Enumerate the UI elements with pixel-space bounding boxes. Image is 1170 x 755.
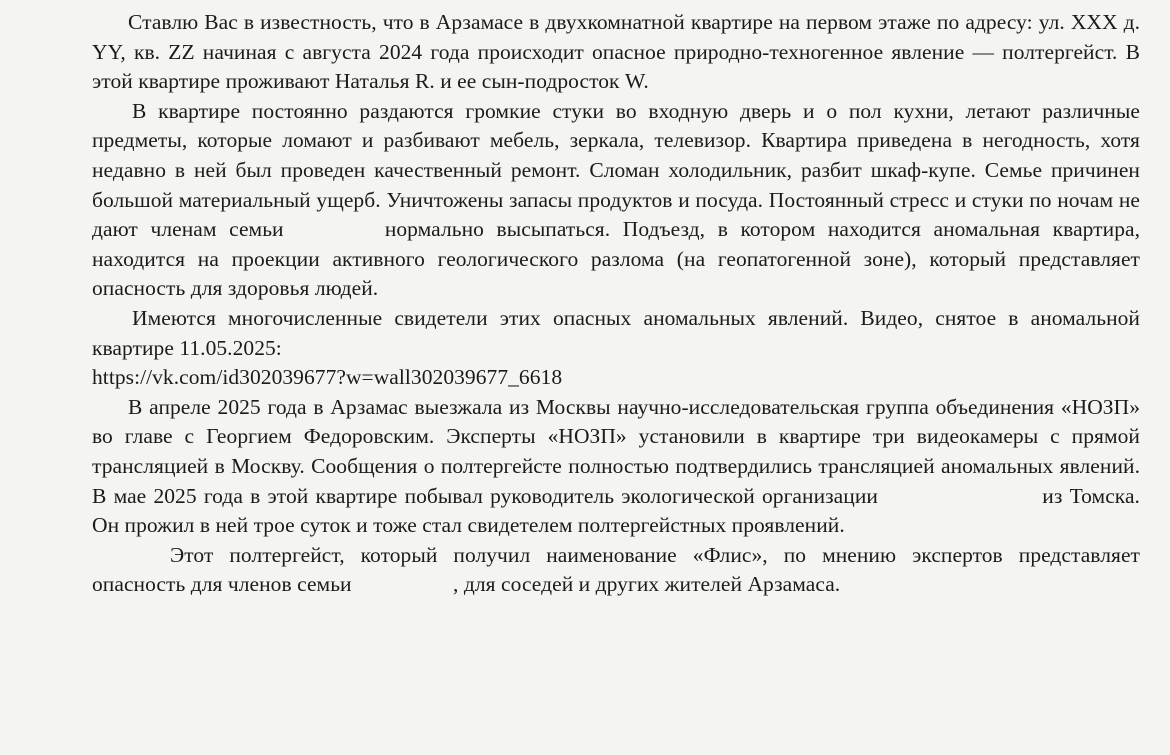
paragraph-5-text-end: , для соседей и других жителей Арзамаса. — [453, 572, 841, 597]
paragraph-5 — [92, 541, 1140, 600]
redacted-name — [296, 220, 372, 238]
video-link[interactable]: https://vk.com/id302039677?w=wall302039677_6618 — [92, 365, 563, 390]
paragraph-4-text-start: В апреле 2025 года в Арзамас выезжала из Москвы научно-исследовательская группа объединения «НОЗП» во главе с Георгием Федоровским. Эксперты «НОЗП» установили в квартире три видеокамеры с прямой трансляцией в Москву. Сообщения о полтергейсте полностью подтвердились трансляцией аномальных явлений. В мае 2025 года в этой квартире побывал руководитель экологической организации — [92, 394, 1140, 508]
paragraph-4-text-end: из Томска. Он прожил в ней трое суток и тоже стал свидетелем полтергейстных проявлений. — [92, 483, 1140, 538]
paragraph-3-text: Имеются многочисленные свидетели этих опасных аномальных явлений. Видео, снятое в аномальной квартире 11.05.2025: — [92, 305, 1140, 360]
paragraph-3 — [92, 304, 1140, 393]
paragraph-5-text-start: Этот полтергейст, который получил наименование «Флис», по мнению экспертов представляет опасность для членов семьи — [92, 542, 1140, 597]
paragraph-1-text: Ставлю Вас в известность, что в Арзамасе в двухкомнатной квартире на первом этаже по адресу: ул. ХХХ д. YY, кв. ZZ начиная с августа 2024 года происходит опасное природно-техногенное явление — полтергейст. В этой квартире проживают Наталья R. и ее сын-подросток W. — [92, 10, 1140, 94]
paragraph-2 — [92, 97, 1140, 304]
redacted-family-name — [357, 575, 453, 593]
redacted-organization — [885, 487, 1035, 505]
paragraph-2-text-end: нормально высыпаться. Подъезд, в котором находится аномальная квартира, находится на проекции активного геологического разлома (на геопатогенной зоне), который представляет опасность для здоровья людей. — [92, 217, 1141, 301]
paragraph-2-text-start: В квартире постоянно раздаются громкие стуки во входную дверь и о пол кухни, летают различные предметы, которые ломают и разбивают мебель, зеркала, телевизор. Квартира приведена в негодность, хотя недавно в ней был проведен качественный ремонт. Сломан холодильник, разбит шкаф-купе. Семье причинен большой материальный ущерб. Уничтожены запасы продуктов и посуда. Постоянный стресс и стуки по ночам не дают членам семьи — [92, 98, 1140, 242]
paragraph-4 — [92, 393, 1140, 541]
paragraph-1 — [92, 8, 1140, 97]
